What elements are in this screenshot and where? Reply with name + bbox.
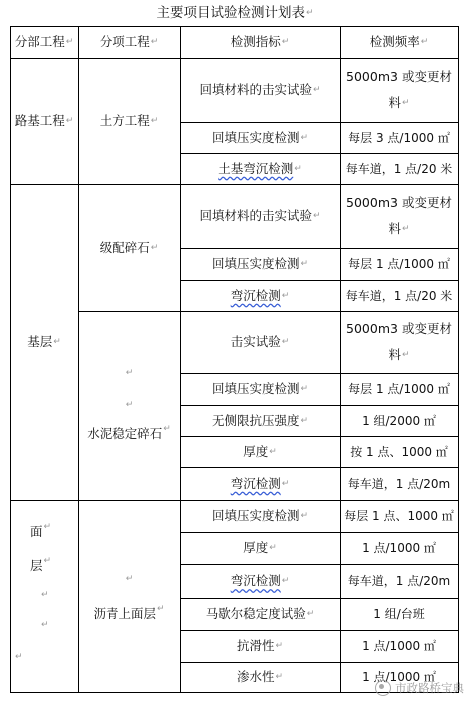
frequency-cell: 5000m3 或变更材 料↵ — [346, 69, 452, 110]
paragraph-mark-icon: ↵ — [300, 415, 309, 426]
paragraph-mark-icon: ↵ — [300, 511, 309, 521]
paragraph-mark-icon: ↵ — [300, 132, 309, 143]
paragraph-mark-icon: ↵ — [156, 604, 165, 614]
frequency-cell: 每车道，1 点/20m — [347, 574, 451, 588]
paragraph-mark-icon: ↵ — [312, 211, 321, 221]
frequency-cell: 每层 1 点、1000 ㎡ — [344, 509, 454, 523]
paragraph-mark-icon: ↵ — [300, 384, 309, 394]
paragraph-mark-icon: ↵ — [41, 590, 49, 600]
table-title: 主要项目试验检测计划表↵ — [156, 5, 314, 21]
paragraph-mark-icon: ↵ — [43, 522, 52, 532]
header-cell: 检测频率 ↵ — [340, 26, 458, 58]
paragraph-mark-icon: ↵ — [300, 259, 309, 269]
frequency-cell: 每车道，1 点/20m — [347, 476, 451, 491]
indicator-cell: 回填压实度检测 ↵ — [180, 122, 340, 153]
indicator-cell: 击实试验 ↵ — [180, 311, 340, 373]
frequency-cell: 1 组/2000 ㎡ — [362, 413, 436, 428]
paragraph-mark-icon: ↵ — [420, 37, 429, 47]
indicator-cell: 回填材料的击实试验 ↵ — [180, 184, 340, 248]
frequency-cell: 5000m3 或变更材 料↵ — [346, 321, 452, 362]
paragraph-mark-icon: ↵ — [281, 290, 290, 301]
subitem-cell-earthwork: 土方工程 ↵ — [78, 58, 180, 184]
frequency-cell: 每层 3 点/1000 ㎡ — [348, 130, 450, 145]
paragraph-mark-icon: ↵ — [125, 400, 134, 410]
indicator-cell: 回填压实度检测 ↵ — [180, 373, 340, 405]
paragraph-mark-icon: ↵ — [401, 350, 410, 360]
part-cell-subgrade: 路基工程 ↵ — [10, 58, 78, 184]
paragraph-mark-icon: ↵ — [41, 620, 49, 630]
paragraph-mark-icon: ↵ — [150, 242, 159, 253]
paragraph-mark-icon: ↵ — [15, 652, 23, 662]
frequency-cell: 每层 1 点/1000 ㎡ — [348, 382, 450, 396]
indicator-cell: 回填材料的击实试验 ↵ — [180, 58, 340, 122]
frequency-cell: 1 点/1000 ㎡ — [362, 541, 436, 555]
watermark — [375, 680, 464, 696]
header-cell: 检测指标 ↵ — [180, 26, 340, 58]
subitem-cell-asphalt-top: ↵ 沥青上面层↵ — [93, 574, 165, 621]
paragraph-mark-icon: ↵ — [150, 37, 159, 47]
indicator-cell: 土基弯沉检测 ↵ — [180, 153, 340, 184]
paragraph-mark-icon: ↵ — [275, 672, 284, 682]
wechat-logo-icon — [375, 680, 391, 696]
subitem-cell-graded-gravel: 级配碎石 ↵ — [78, 184, 180, 311]
part-cell-surface: 面↵ 层↵ ↵ ↵ ↵ — [15, 522, 52, 662]
indicator-cell: 抗滑性 ↵ — [180, 630, 340, 662]
indicator-cell: 无侧限抗压强度 ↵ — [180, 405, 340, 436]
indicator-cell: 厚度 ↵ — [180, 436, 340, 467]
paragraph-mark-icon: ↵ — [312, 85, 321, 95]
indicator-cell: 回填压实度检测 ↵ — [180, 500, 340, 532]
paragraph-mark-icon: ↵ — [401, 98, 410, 108]
paragraph-mark-icon: ↵ — [269, 446, 277, 457]
frequency-cell: 1 组/台班 — [373, 607, 425, 621]
paragraph-mark-icon: ↵ — [281, 576, 290, 586]
paragraph-mark-icon: ↵ — [65, 37, 74, 47]
paragraph-mark-icon: ↵ — [269, 543, 277, 553]
paragraph-mark-icon: ↵ — [275, 641, 284, 651]
indicator-cell: 弯沉检测 ↵ — [180, 280, 340, 311]
frequency-cell: 1 点/1000 ㎡ — [362, 670, 436, 684]
paragraph-mark-icon: ↵ — [53, 337, 61, 347]
frequency-cell: 1 点/1000 ㎡ — [362, 639, 436, 653]
paragraph-mark-icon: ↵ — [150, 116, 159, 126]
part-cell-base: 基层 ↵ — [10, 184, 78, 500]
frequency-cell: 5000m3 或变更材 料↵ — [346, 195, 452, 236]
paragraph-mark-icon: ↵ — [125, 574, 134, 584]
indicator-cell: 回填压实度检测 ↵ — [180, 248, 340, 280]
paragraph-mark-icon: ↵ — [125, 368, 134, 378]
indicator-cell: 弯沉检测 ↵ — [180, 564, 340, 598]
frequency-cell: 每车道，1 点/20 米 — [345, 161, 453, 176]
paragraph-mark-icon: ↵ — [306, 609, 315, 619]
indicator-cell: 马歇尔稳定度试验 ↵ — [180, 598, 340, 630]
paragraph-mark-icon: ↵ — [281, 337, 290, 347]
paragraph-mark-icon: ↵ — [43, 556, 52, 566]
paragraph-mark-icon: ↵ — [281, 37, 290, 47]
paragraph-mark-icon: ↵ — [65, 116, 74, 126]
indicator-cell: 渗水性 ↵ — [180, 662, 340, 692]
paragraph-mark-icon: ↵ — [163, 424, 171, 434]
frequency-cell: 每车道，1 点/20 米 — [345, 288, 453, 303]
frequency-cell: 按 1 点、1000 ㎡ — [350, 444, 448, 459]
frequency-cell: 每层 1 点/1000 ㎡ — [348, 257, 450, 271]
paragraph-mark-icon: ↵ — [294, 163, 302, 174]
header-cell: 分部工程 ↵ — [10, 26, 78, 58]
paragraph-mark-icon: ↵ — [401, 224, 410, 234]
paragraph-mark-icon: ↵ — [281, 478, 290, 489]
indicator-cell: 厚度 ↵ — [180, 532, 340, 564]
watermark-text: 市政路桥宝典 — [395, 681, 464, 695]
indicator-cell: 弯沉检测 ↵ — [180, 467, 340, 500]
subitem-cell-cement-gravel: ↵ ↵ 水泥稳定碎石↵ — [87, 368, 171, 441]
header-cell: 分项工程 ↵ — [78, 26, 180, 58]
